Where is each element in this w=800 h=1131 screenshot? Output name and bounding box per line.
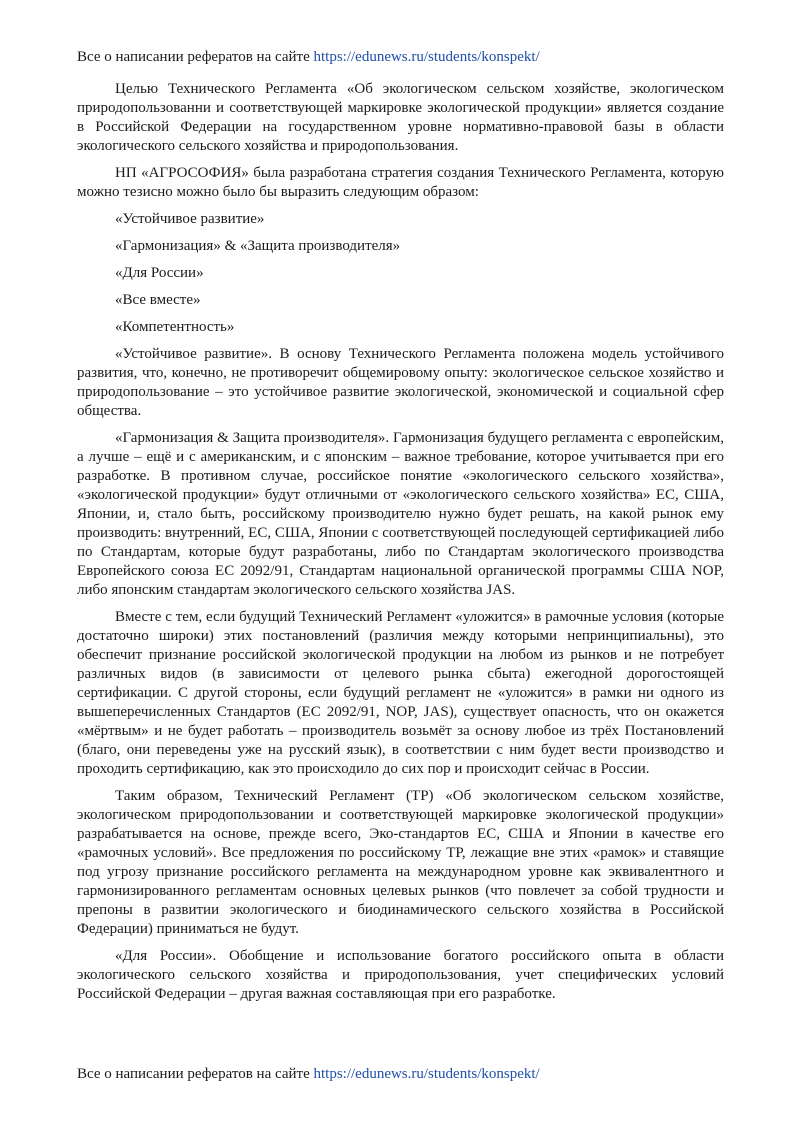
section-for-russia: «Для России». Обобщение и использование богатого российского опыта в области экологического сельского хозяйства и природопользования, учет специфических условий Российской Федерации – другая важная составляющая при его разработке. — [77, 948, 724, 1002]
section-sustainable-development: «Устойчивое развитие». В основу Технического Регламента положена модель устойчивого развития, что, конечно, не противоречит общемировому опыту: экологическое сельское хозяйство и природопользование – это устойчивое развитие экологической, экономической и социальной сфер общества. — [77, 346, 724, 419]
section-framework-conditions: Вместе с тем, если будущий Технический Регламент «уложится» в рамочные условия (которые достаточно широки) этих постановлений (различия между которыми непринципиальны), это обеспечит признание российской экологической продукции на любом из рынков и не потребует различных видов (в зависимости от целевого рынка сбыта) ежегодной дорогостоящей сертификации. С другой стороны, если будущий регламент не «уложится» в рамки ни одного из вышеперечисленных Стандартов (ЕС 2092/91, NOP, JAS), существует опасность, что он окажется «мёртвым» и не будет работать – производитель возьмёт за основу любое из трёх Постановлений (благо, они переведены уже на русский язык), в соответствии с ним будет вести производство и проходить сертификацию, как это происходило до сих пор и происходит сейчас в России. — [77, 609, 724, 777]
principle-item: «Все вместе» — [115, 292, 201, 308]
principle-item: «Компетентность» — [115, 319, 235, 335]
page-header — [77, 48, 727, 67]
section-conclusion: Таким образом, Технический Регламент (ТР) «Об экологическом сельском хозяйстве, экологическом природопользовании и соответствующей маркировке экологической продукции» разрабатывается на основе, прежде всего, Эко-стандартов ЕС, США и Японии в качестве его «рамочных условий». Все предложения по российскому ТР, лежащие вне этих «рамок» и ставящие под угрозу признание российского регламента на международном уровне как эквивалентного и гармонизированного регламентам основных целевых рынков (что повлечет за собой трудности и препоны в развитии экологического и биодинамического сельского хозяйства в Российской Федерации) приниматься не будут. — [77, 788, 724, 937]
footer-site-link[interactable]: https://edunews.ru/students/konspekt/ — [313, 1066, 540, 1082]
intro-paragraph-goal: Целью Технического Регламента «Об экологическом сельском хозяйстве, экологическом природопользованни и соответствующей маркировке экологической продукции» является создание в Российской Федерации на государственном уровне нормативно-правовой базы в области экологического сельского хозяйства и природопользования. — [77, 81, 724, 154]
page-footer — [77, 1065, 727, 1084]
principle-item: «Для России» — [115, 265, 204, 281]
principle-item: «Устойчивое развитие» — [115, 211, 265, 227]
principle-item: «Гармонизация» & «Защита производителя» — [115, 238, 401, 254]
document-body — [77, 80, 724, 1012]
header-text: Все о написании рефератов на сайте — [77, 49, 314, 65]
section-harmonization: «Гармонизация & Защита производителя». Гармонизация будущего регламента с европейским, а лучше – ещё и с американским, и с японским – важное требование, которое учитывается при его разработке. В противном случае, российское понятие «экологического сельского хозяйства», «экологической продукции» будут отличными от «экологического сельского хозяйства» ЕС, США, Японии, и, стало быть, российскому производителю нужно будет решать, на какой рынок ему производить: внутренний, ЕС, США, Японии с соответствующей последующей сертификацией либо по Стандартам, которые будут разработаны, либо по Стандартам экологического производства Европейского союза ЕС 2092/91, Стандартам национальной органической программы США NOP, либо японским стандартам экологического сельского хозяйства JAS. — [77, 430, 724, 598]
intro-paragraph-strategy: НП «АГРОСОФИЯ» была разработана стратегия создания Технического Регламента, которую можно тезисно можно было бы выразить следующим образом: — [77, 165, 724, 200]
header-site-link[interactable]: https://edunews.ru/students/konspekt/ — [313, 49, 540, 65]
footer-text: Все о написании рефератов на сайте — [77, 1066, 314, 1082]
